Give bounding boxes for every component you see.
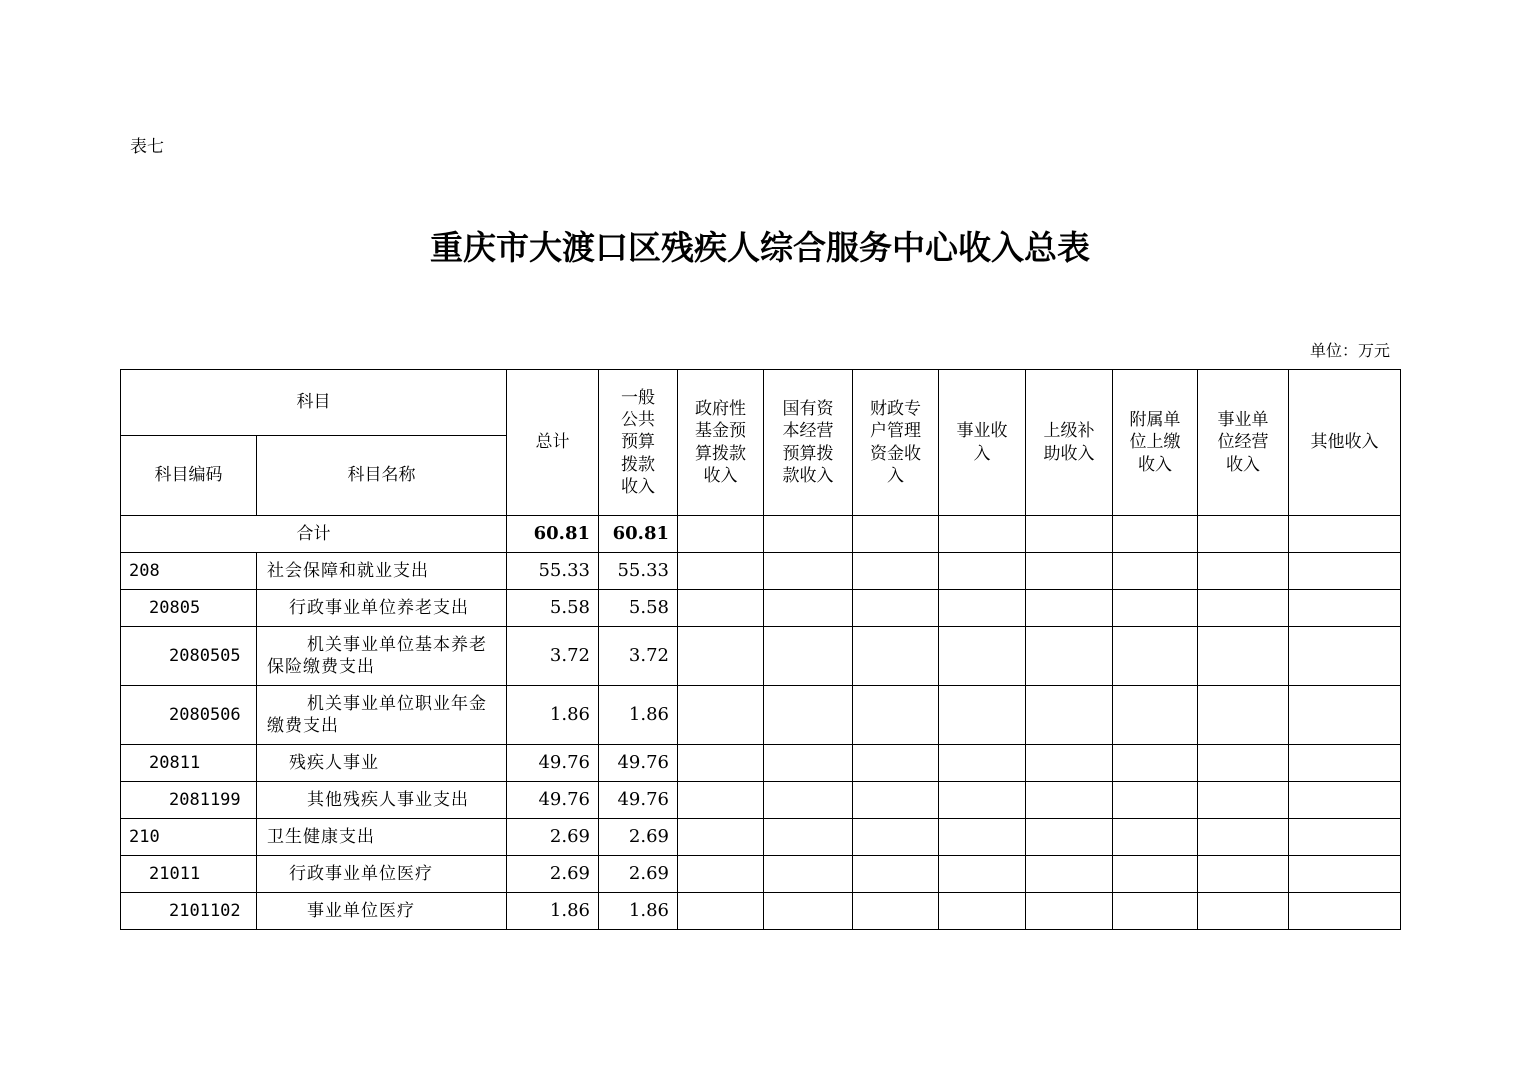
table-row [121, 553, 1401, 590]
row-general: 1.86 [599, 893, 678, 930]
page-title: 重庆市大渡口区残疾人综合服务中心收入总表 [430, 228, 1090, 267]
unit-label: 单位：万元 [1309, 341, 1390, 360]
row-name: 卫生健康支出 [257, 819, 507, 856]
row-code: 2080506 [121, 686, 257, 745]
table-row [121, 590, 1401, 627]
row-total: 3.72 [507, 627, 599, 686]
row-code: 20805 [121, 590, 257, 627]
row-general: 49.76 [599, 745, 678, 782]
header-state-capital: 国有资 本经营 预算拨 款收入 [764, 370, 853, 516]
row-general: 55.33 [599, 553, 678, 590]
row-total: 1.86 [507, 686, 599, 745]
row-general: 49.76 [599, 782, 678, 819]
header-other-income: 其他收入 [1289, 370, 1401, 516]
header-subject: 科目 [121, 370, 507, 436]
income-summary-table [120, 369, 1401, 930]
table-row [121, 819, 1401, 856]
header-business-income: 事业收 入 [939, 370, 1026, 516]
row-name: 事业单位医疗 [257, 893, 507, 930]
header-fiscal-special: 财政专 户管理 资金收 入 [853, 370, 939, 516]
row-general: 5.58 [599, 590, 678, 627]
header-total: 总计 [507, 370, 599, 516]
row-name: 行政事业单位养老支出 [257, 590, 507, 627]
table-row [121, 893, 1401, 930]
row-code: 21011 [121, 856, 257, 893]
row-total: 5.58 [507, 590, 599, 627]
header-business-operation: 事业单 位经营 收入 [1198, 370, 1289, 516]
row-name: 其他残疾人事业支出 [257, 782, 507, 819]
row-code: 2101102 [121, 893, 257, 930]
header-name: 科目名称 [257, 436, 507, 516]
total-value: 60.81 [507, 516, 599, 553]
total-general-value: 60.81 [599, 516, 678, 553]
row-code: 208 [121, 553, 257, 590]
row-name: 社会保障和就业支出 [257, 553, 507, 590]
header-gov-fund: 政府性 基金预 算拨款 收入 [678, 370, 764, 516]
table-row [121, 627, 1401, 686]
row-name: 机关事业单位基本养老保险缴费支出 [257, 627, 507, 686]
table-row [121, 856, 1401, 893]
row-name: 机关事业单位职业年金缴费支出 [257, 686, 507, 745]
row-total: 2.69 [507, 856, 599, 893]
row-name: 残疾人事业 [257, 745, 507, 782]
row-code: 2080505 [121, 627, 257, 686]
row-general: 2.69 [599, 819, 678, 856]
row-total: 1.86 [507, 893, 599, 930]
header-superior-subsidy: 上级补 助收入 [1026, 370, 1113, 516]
row-code: 2081199 [121, 782, 257, 819]
row-code: 20811 [121, 745, 257, 782]
table-row [121, 686, 1401, 745]
table-row [121, 782, 1401, 819]
table-row-total [121, 516, 1401, 553]
row-total: 49.76 [507, 745, 599, 782]
header-code: 科目编码 [121, 436, 257, 516]
header-general-budget: 一般 公共 预算 拨款 收入 [599, 370, 678, 516]
row-total: 55.33 [507, 553, 599, 590]
header-affiliated-payment: 附属单 位上缴 收入 [1113, 370, 1198, 516]
table-row [121, 745, 1401, 782]
row-code: 210 [121, 819, 257, 856]
row-general: 1.86 [599, 686, 678, 745]
table-number-label: 表七 [130, 137, 164, 157]
row-total: 2.69 [507, 819, 599, 856]
row-general: 2.69 [599, 856, 678, 893]
total-label: 合计 [121, 516, 507, 553]
row-name: 行政事业单位医疗 [257, 856, 507, 893]
row-general: 3.72 [599, 627, 678, 686]
row-total: 49.76 [507, 782, 599, 819]
